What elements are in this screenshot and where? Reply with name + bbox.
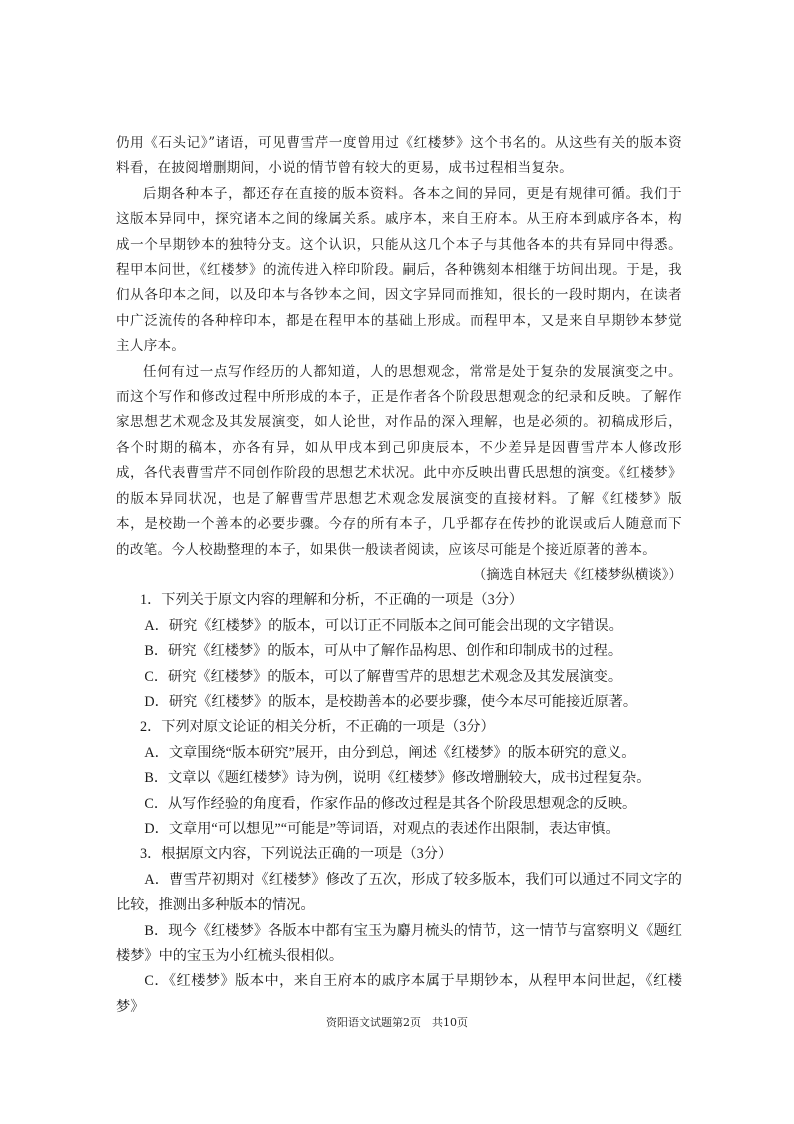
option-c: C．从写作经验的角度看，作家作品的修改过程是其各个阶段思想观念的反映。: [144, 795, 637, 812]
passage-paragraph: 后期各种本子，都还存在直接的版本资料。各本之间的异同，更是有规律可循。我们于这版本异同中，探究诸本之间的缘属关系。戚序本，来自王府本。从王府本到戚序各本，构成一个早期钞本的独特分支。这个认识，只能从这几个本子与其他各本的共有异同中得悉。程甲本问世，《红楼梦》的流传进入梓印阶段。嗣后，各种镌刻本相继于坊间出现。于是，我们从各印本之间，以及印本与各钞本之间，因文字异同而推知，很长的一段时期内，在读者中广泛流传的各种梓印本，都是在程甲本的基础上形成。而程甲本，又是来自早期钞本梦觉主人序本。: [116, 185, 682, 355]
option-c: C．研究《红楼梦》的版本，可以了解曹雪芹的思想艺术观念及其发展演变。: [144, 668, 623, 685]
question-stem: 1．下列关于原文内容的理解和分析，不正确的一项是（3分）: [140, 592, 524, 609]
page-footer: 资阳语文试题第2页 共10页: [326, 1016, 468, 1029]
option-d: D．研究《红楼梦》的版本，是校勘善本的必要步骤，使今本尽可能接近原著。: [144, 693, 638, 710]
passage-source: （摘选自林冠夫《红楼梦纵横谈》）: [472, 566, 682, 583]
question-stem: 3．根据原文内容，下列说法正确的一项是（3分）: [140, 846, 453, 863]
option-b: B．研究《红楼梦》的版本，可从中了解作品构思、创作和印制成书的过程。: [144, 643, 623, 660]
question-2: [116, 715, 682, 842]
option-c: C．《红楼梦》版本中，来自王府本的戚序本属于早期钞本，从程甲本问世起，《红楼梦》: [116, 973, 682, 1015]
option-d: D．文章用“可以想见”“可能是”等词语，对观点的表述作出限制，表达审慎。: [144, 820, 620, 837]
question-1: [116, 588, 682, 715]
exam-page-body: [116, 131, 682, 1020]
option-a: A．研究《红楼梦》的版本，可以订正不同版本之间可能会出现的文字错误。: [144, 617, 623, 634]
option-b: B．现今《红楼梦》各版本中都有宝玉为麝月梳头的情节，这一情节与富察明义《题红楼梦》中的宝玉为小红梳头很相似。: [116, 922, 682, 964]
option-a: A．文章围绕“版本研究”展开，由分到总，阐述《红楼梦》的版本研究的意义。: [144, 744, 636, 761]
passage-paragraph: 任何有过一点写作经历的人都知道，人的思想观念，常常是处于复杂的发展演变之中。而这个写作和修改过程中所形成的本子，正是作者各个阶段思想观念的纪录和反映。了解作家思想艺术观念及其发展演变，如人论世，对作品的深入理解，也是必须的。初稿成形后，各个时期的稿本，亦各有异，如从甲戌本到己卯庚辰本，不少差异是因曹雪芹本人修改形成，各代表曹雪芹不同创作阶段的思想艺术状况。此中亦反映出曹氏思想的演变。《红楼梦》的版本异同状况，也是了解曹雪芹思想艺术观念发展演变的直接材料。了解《红楼梦》版本，是校勘一个善本的必要步骤。今存的所有本子，几乎都存在传抄的讹误或后人随意而下的改笔。今人校勘整理的本子，如果供一般读者阅读，应该尽可能是个接近原著的善本。: [116, 363, 682, 558]
question-3: [116, 842, 682, 1020]
option-b: B．文章以《题红楼梦》诗为例，说明《红楼梦》修改增删较大，成书过程复杂。: [144, 770, 651, 787]
option-a: A．曹雪芹初期对《红楼梦》修改了五次，形成了较多版本，我们可以通过不同文字的比较，推测出多种版本的情况。: [116, 871, 682, 914]
question-stem: 2．下列对原文论证的相关分析，不正确的一项是（3分）: [140, 719, 495, 736]
passage-paragraph: 仍用《石头记》”诸语，可见曹雪芹一度曾用过《红楼梦》这个书名的。从这些有关的版本资料看，在披阅增删期间，小说的情节曾有较大的更易，成书过程相当复杂。: [116, 135, 682, 177]
